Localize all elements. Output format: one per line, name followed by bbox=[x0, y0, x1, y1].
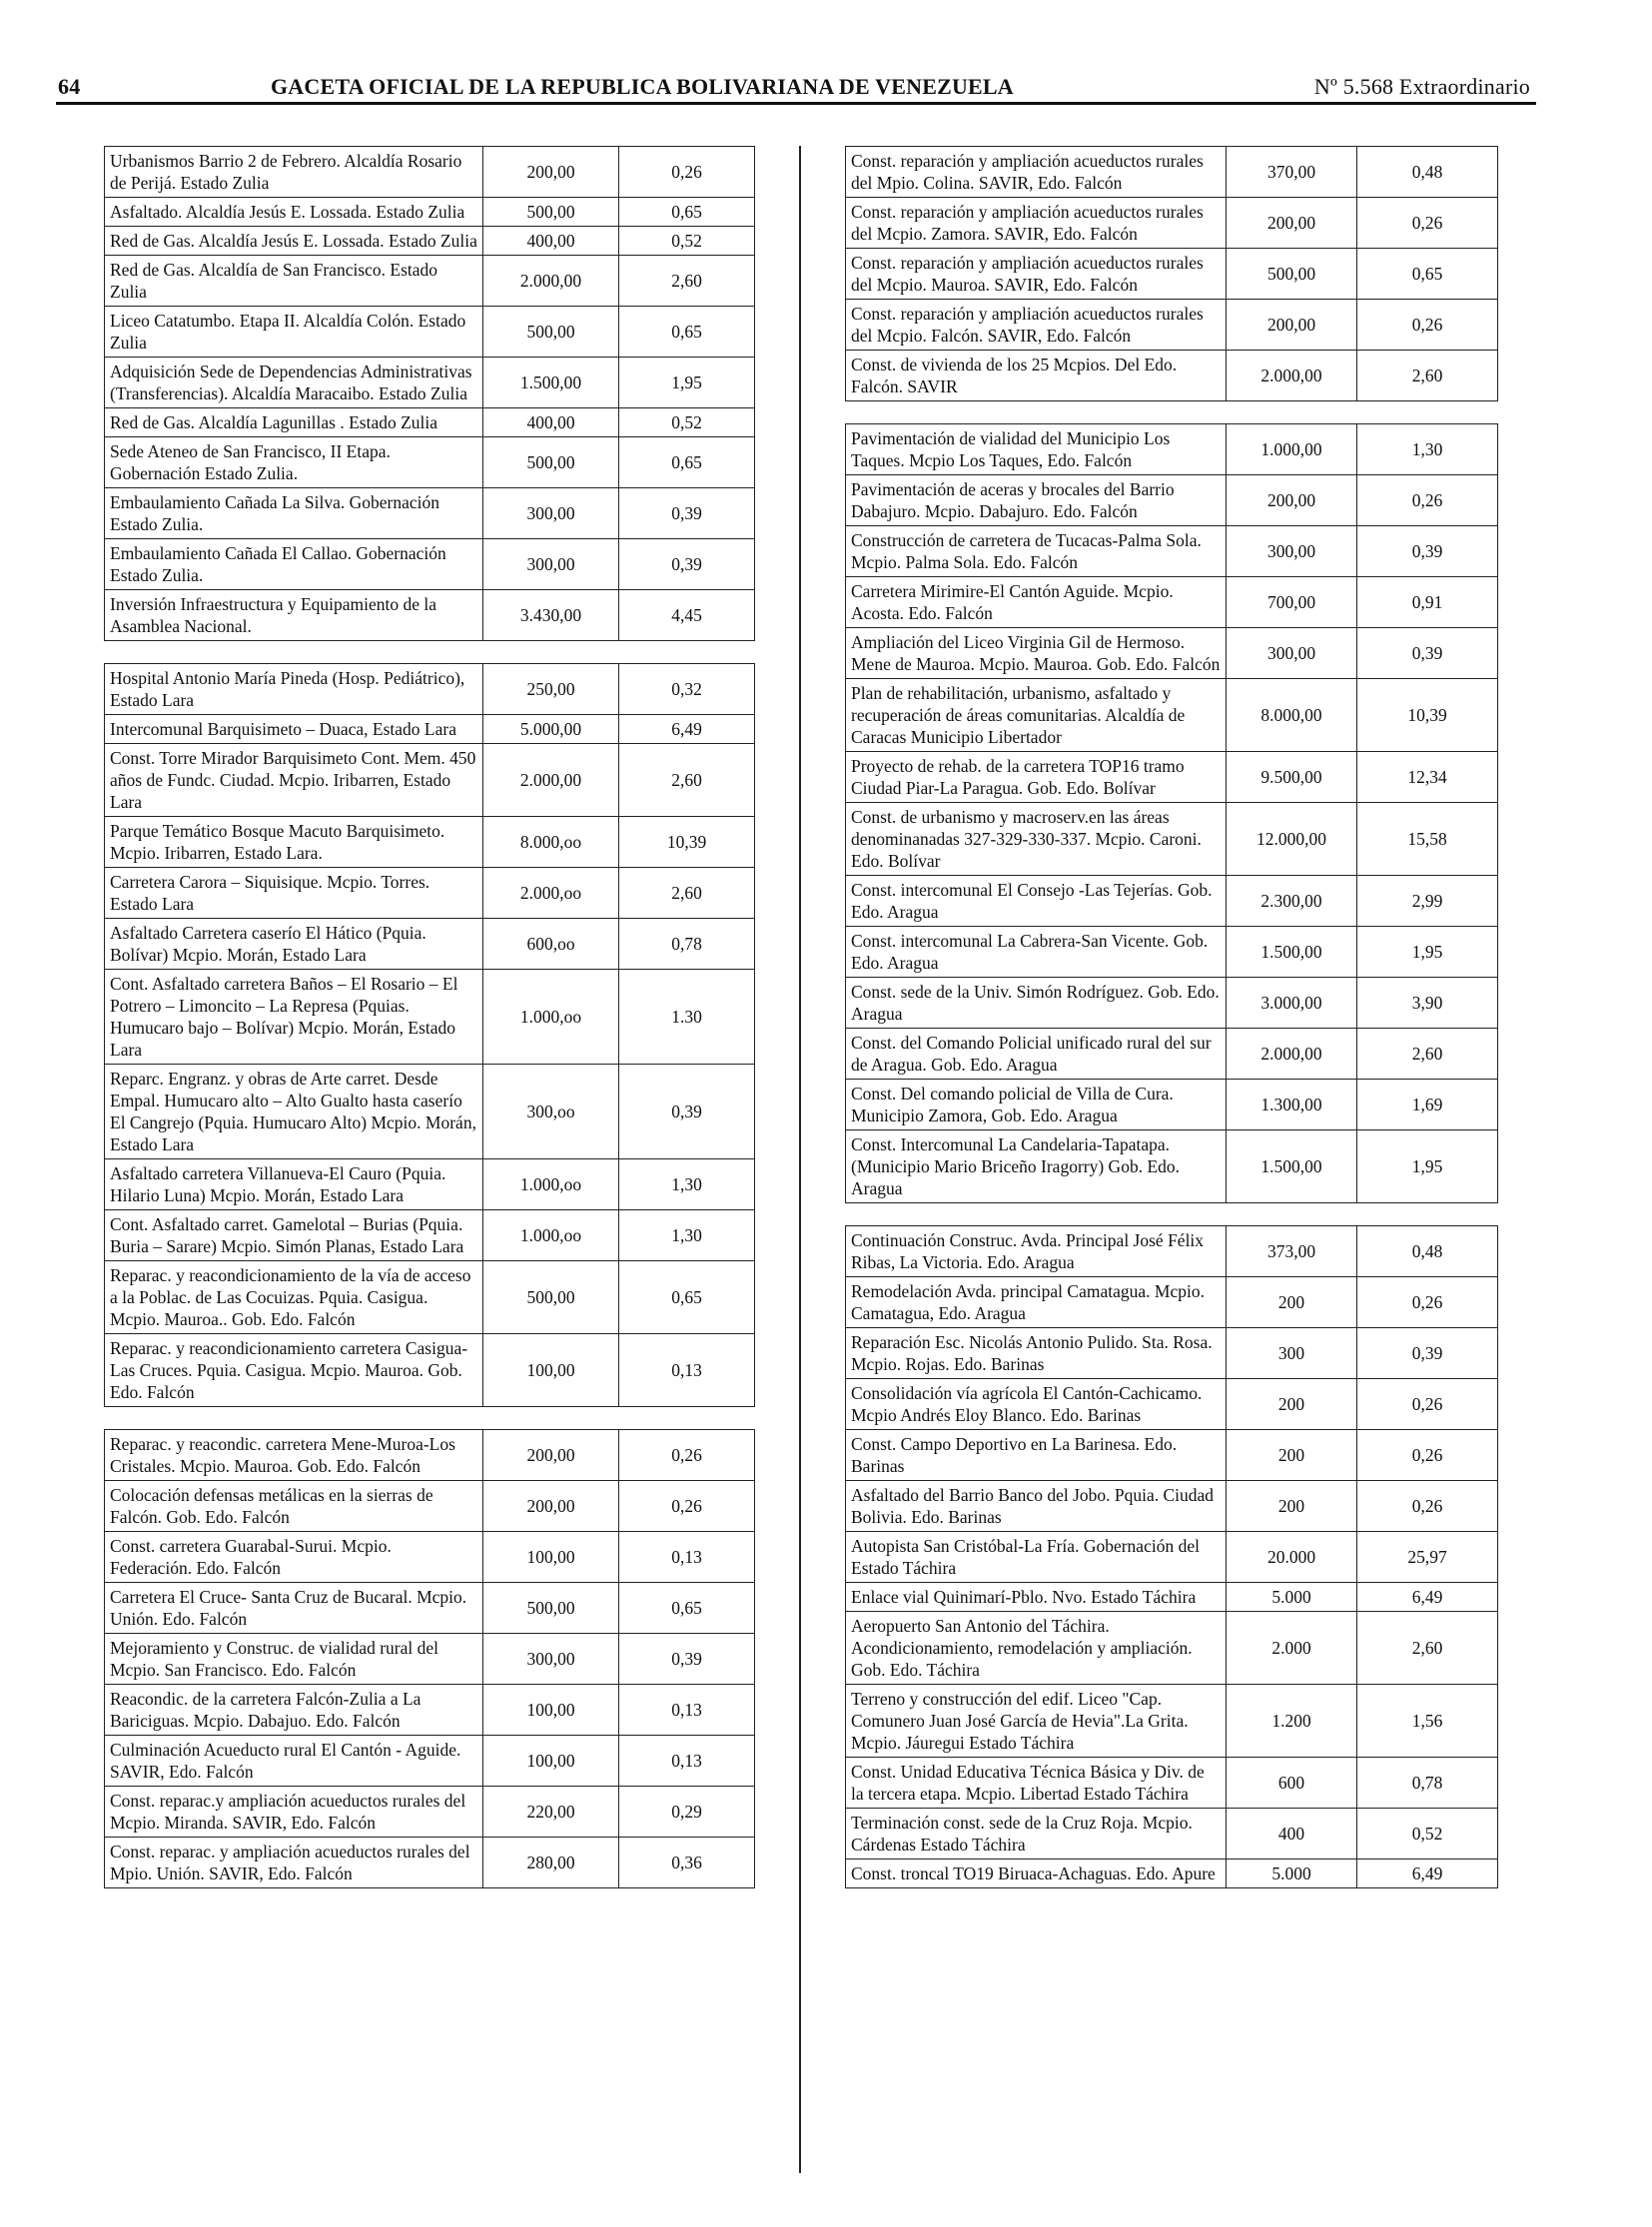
percentage-value: 0,26 bbox=[1357, 1481, 1498, 1532]
table-row bbox=[846, 249, 1498, 300]
table-row bbox=[105, 1787, 755, 1838]
table-row bbox=[105, 970, 755, 1065]
gazette-title: GACETA OFICIAL DE LA REPUBLICA BOLIVARIANA DE VENEZUELA bbox=[271, 74, 1014, 99]
amount-value: 2.000,00 bbox=[1227, 351, 1357, 401]
table-row bbox=[105, 664, 755, 715]
project-description: Const. troncal TO19 Biruaca-Achaguas. Edo. Apure bbox=[846, 1859, 1227, 1888]
amount-value: 600 bbox=[1227, 1758, 1357, 1809]
percentage-value: 0,26 bbox=[619, 1481, 755, 1532]
percentage-value: 15,58 bbox=[1357, 803, 1498, 876]
percentage-value: 6,49 bbox=[619, 715, 755, 744]
budget-table bbox=[104, 146, 755, 641]
amount-value: 500,00 bbox=[1227, 249, 1357, 300]
budget-table bbox=[104, 1429, 755, 1888]
percentage-value: 0,78 bbox=[1357, 1758, 1498, 1809]
amount-value: 500,00 bbox=[483, 198, 619, 227]
percentage-value: 0,39 bbox=[619, 488, 755, 539]
project-description: Const. sede de la Univ. Simón Rodríguez. Gob. Edo. Aragua bbox=[846, 978, 1227, 1029]
table-row bbox=[105, 1261, 755, 1334]
table-row bbox=[846, 978, 1498, 1029]
project-description: Const. del Comando Policial unificado rural del sur de Aragua. Gob. Edo. Aragua bbox=[846, 1029, 1227, 1080]
table-row bbox=[846, 1532, 1498, 1583]
percentage-value: 0,65 bbox=[619, 198, 755, 227]
project-description: Const. intercomunal El Consejo -Las Tejerías. Gob. Edo. Aragua bbox=[846, 876, 1227, 927]
table-row bbox=[846, 1130, 1498, 1203]
table-row bbox=[846, 1685, 1498, 1758]
amount-value: 300 bbox=[1227, 1328, 1357, 1379]
amount-value: 500,00 bbox=[483, 307, 619, 358]
percentage-value: 25,97 bbox=[1357, 1532, 1498, 1583]
percentage-value: 1,30 bbox=[619, 1159, 755, 1210]
amount-value: 1.200 bbox=[1227, 1685, 1357, 1758]
table-row bbox=[846, 1612, 1498, 1685]
amount-value: 200,00 bbox=[1227, 475, 1357, 526]
table-row bbox=[105, 147, 755, 198]
amount-value: 700,00 bbox=[1227, 577, 1357, 628]
left-column bbox=[104, 146, 755, 1910]
table-row bbox=[846, 300, 1498, 351]
project-description: Enlace vial Quinimarí-Pblo. Nvo. Estado Táchira bbox=[846, 1583, 1227, 1612]
project-description: Carretera Carora – Siquisique. Mcpio. Torres. Estado Lara bbox=[105, 868, 483, 919]
table-row bbox=[846, 927, 1498, 978]
percentage-value: 6,49 bbox=[1357, 1583, 1498, 1612]
budget-table bbox=[845, 423, 1498, 1203]
project-description: Aeropuerto San Antonio del Táchira. Acondicionamiento, remodelación y ampliación. Gob. Edo. Táchira bbox=[846, 1612, 1227, 1685]
table-row bbox=[105, 539, 755, 590]
table-row bbox=[105, 1065, 755, 1159]
amount-value: 3.000,00 bbox=[1227, 978, 1357, 1029]
table-row bbox=[105, 1481, 755, 1532]
percentage-value: 2,60 bbox=[619, 744, 755, 817]
project-description: Const. de urbanismo y macroserv.en las áreas denominanadas 327-329-330-337. Mcpio. Caroni. Edo. Bolívar bbox=[846, 803, 1227, 876]
percentage-value: 10,39 bbox=[619, 817, 755, 868]
amount-value: 300,oo bbox=[483, 1065, 619, 1159]
project-description: Const. reparación y ampliación acueductos rurales del Mpio. Colina. SAVIR, Edo. Falcón bbox=[846, 147, 1227, 198]
amount-value: 500,00 bbox=[483, 437, 619, 488]
table-row bbox=[846, 1859, 1498, 1888]
project-description: Hospital Antonio María Pineda (Hosp. Pediátrico), Estado Lara bbox=[105, 664, 483, 715]
percentage-value: 0,65 bbox=[619, 307, 755, 358]
project-description: Colocación defensas metálicas en la sierras de Falcón. Gob. Edo. Falcón bbox=[105, 1481, 483, 1532]
percentage-value: 10,39 bbox=[1357, 679, 1498, 752]
amount-value: 600,oo bbox=[483, 919, 619, 970]
amount-value: 400,00 bbox=[483, 408, 619, 437]
page-number: 64 bbox=[58, 74, 81, 99]
percentage-value: 0,26 bbox=[1357, 1277, 1498, 1328]
table-row bbox=[846, 1430, 1498, 1481]
table-row bbox=[846, 1277, 1498, 1328]
project-description: Carretera El Cruce- Santa Cruz de Bucaral. Mcpio. Unión. Edo. Falcón bbox=[105, 1583, 483, 1634]
project-description: Asfaltado. Alcaldía Jesús E. Lossada. Estado Zulia bbox=[105, 198, 483, 227]
amount-value: 400 bbox=[1227, 1809, 1357, 1859]
percentage-value: 0,26 bbox=[1357, 300, 1498, 351]
percentage-value: 0,26 bbox=[1357, 1430, 1498, 1481]
amount-value: 200 bbox=[1227, 1430, 1357, 1481]
amount-value: 200 bbox=[1227, 1481, 1357, 1532]
amount-value: 200,00 bbox=[1227, 198, 1357, 249]
amount-value: 2.000,00 bbox=[483, 744, 619, 817]
table-row bbox=[105, 1736, 755, 1787]
amount-value: 200,00 bbox=[1227, 300, 1357, 351]
project-description: Const. carretera Guarabal-Surui. Mcpio. Federación. Edo. Falcón bbox=[105, 1532, 483, 1583]
percentage-value: 0,65 bbox=[619, 437, 755, 488]
percentage-value: 0,48 bbox=[1357, 147, 1498, 198]
table-row bbox=[846, 1481, 1498, 1532]
amount-value: 220,00 bbox=[483, 1787, 619, 1838]
amount-value: 300,00 bbox=[1227, 526, 1357, 577]
table-row bbox=[846, 351, 1498, 401]
project-description: Reparac. y reacondicionamiento carretera Casigua-Las Cruces. Pquia. Casigua. Mcpio. Mauroa. Gob. Edo. Falcón bbox=[105, 1334, 483, 1407]
amount-value: 1.500,00 bbox=[1227, 927, 1357, 978]
project-description: Remodelación Avda. principal Camatagua. Mcpio. Camatagua, Edo. Aragua bbox=[846, 1277, 1227, 1328]
table-row bbox=[105, 408, 755, 437]
table-row bbox=[105, 1634, 755, 1685]
table-row bbox=[846, 1080, 1498, 1130]
percentage-value: 0,26 bbox=[1357, 1379, 1498, 1430]
percentage-value: 0,52 bbox=[619, 408, 755, 437]
project-description: Construcción de carretera de Tucacas-Palma Sola. Mcpio. Palma Sola. Edo. Falcón bbox=[846, 526, 1227, 577]
percentage-value: 0,52 bbox=[1357, 1809, 1498, 1859]
table-row bbox=[105, 817, 755, 868]
percentage-value: 0,13 bbox=[619, 1532, 755, 1583]
amount-value: 100,00 bbox=[483, 1736, 619, 1787]
amount-value: 500,00 bbox=[483, 1261, 619, 1334]
percentage-value: 2,60 bbox=[1357, 1612, 1498, 1685]
amount-value: 1.300,00 bbox=[1227, 1080, 1357, 1130]
budget-table bbox=[845, 1225, 1498, 1888]
amount-value: 2.000 bbox=[1227, 1612, 1357, 1685]
project-description: Consolidación vía agrícola El Cantón-Cachicamo. Mcpio Andrés Eloy Blanco. Edo. Barinas bbox=[846, 1379, 1227, 1430]
project-description: Cont. Asfaltado carretera Baños – El Rosario – El Potrero – Limoncito – La Represa (Pquias. Humucaro bajo – Bolívar) Mcpio. Morán, Estado Lara bbox=[105, 970, 483, 1065]
project-description: Pavimentación de aceras y brocales del Barrio Dabajuro. Mcpio. Dabajuro. Edo. Falcón bbox=[846, 475, 1227, 526]
percentage-value: 1.30 bbox=[619, 970, 755, 1065]
project-description: Terminación const. sede de la Cruz Roja. Mcpio. Cárdenas Estado Táchira bbox=[846, 1809, 1227, 1859]
percentage-value: 0,13 bbox=[619, 1334, 755, 1407]
table-row bbox=[846, 628, 1498, 679]
project-description: Carretera Mirimire-El Cantón Aguide. Mcpio. Acosta. Edo. Falcón bbox=[846, 577, 1227, 628]
percentage-value: 0,65 bbox=[619, 1261, 755, 1334]
percentage-value: 1,95 bbox=[1357, 927, 1498, 978]
table-row bbox=[846, 1226, 1498, 1277]
percentage-value: 0,39 bbox=[1357, 526, 1498, 577]
table-row bbox=[105, 256, 755, 307]
budget-table bbox=[845, 146, 1498, 401]
project-description: Urbanismos Barrio 2 de Febrero. Alcaldía Rosario de Perijá. Estado Zulia bbox=[105, 147, 483, 198]
table-row bbox=[846, 1379, 1498, 1430]
amount-value: 280,00 bbox=[483, 1838, 619, 1888]
table-row bbox=[846, 803, 1498, 876]
amount-value: 250,00 bbox=[483, 664, 619, 715]
project-description: Pavimentación de vialidad del Municipio Los Taques. Mcpio Los Taques, Edo. Falcón bbox=[846, 424, 1227, 475]
amount-value: 200,00 bbox=[483, 147, 619, 198]
percentage-value: 0,39 bbox=[619, 539, 755, 590]
table-row bbox=[105, 590, 755, 641]
table-row bbox=[846, 475, 1498, 526]
percentage-value: 0,26 bbox=[619, 1430, 755, 1481]
amount-value: 373,00 bbox=[1227, 1226, 1357, 1277]
table-row bbox=[846, 577, 1498, 628]
amount-value: 200,00 bbox=[483, 1430, 619, 1481]
project-description: Embaulamiento Cañada La Silva. Gobernación Estado Zulia. bbox=[105, 488, 483, 539]
percentage-value: 0,29 bbox=[619, 1787, 755, 1838]
percentage-value: 0,39 bbox=[1357, 1328, 1498, 1379]
percentage-value: 1,30 bbox=[1357, 424, 1498, 475]
percentage-value: 0,13 bbox=[619, 1736, 755, 1787]
table-row bbox=[846, 1328, 1498, 1379]
table-row bbox=[105, 1334, 755, 1407]
project-description: Const. Del comando policial de Villa de Cura. Municipio Zamora, Gob. Edo. Aragua bbox=[846, 1080, 1227, 1130]
amount-value: 5.000,00 bbox=[483, 715, 619, 744]
project-description: Terreno y construcción del edif. Liceo "Cap. Comunero Juan José García de Hevia".La Grita. Mcpio. Jáuregui Estado Táchira bbox=[846, 1685, 1227, 1758]
table-row bbox=[846, 1583, 1498, 1612]
percentage-value: 0,48 bbox=[1357, 1226, 1498, 1277]
amount-value: 5.000 bbox=[1227, 1859, 1357, 1888]
amount-value: 300,00 bbox=[483, 488, 619, 539]
project-description: Reparac. y reacondic. carretera Mene-Muroa-Los Cristales. Mcpio. Mauroa. Gob. Edo. Falcón bbox=[105, 1430, 483, 1481]
percentage-value: 0,39 bbox=[619, 1634, 755, 1685]
amount-value: 300,00 bbox=[483, 1634, 619, 1685]
amount-value: 20.000 bbox=[1227, 1532, 1357, 1583]
percentage-value: 2,60 bbox=[1357, 351, 1498, 401]
table-row bbox=[105, 198, 755, 227]
table-row bbox=[846, 526, 1498, 577]
project-description: Adquisición Sede de Dependencias Administrativas (Transferencias). Alcaldía Maracaibo. Estado Zulia bbox=[105, 358, 483, 408]
percentage-value: 1,69 bbox=[1357, 1080, 1498, 1130]
percentage-value: 0,91 bbox=[1357, 577, 1498, 628]
table-row bbox=[105, 868, 755, 919]
project-description: Red de Gas. Alcaldía Lagunillas . Estado Zulia bbox=[105, 408, 483, 437]
amount-value: 2.300,00 bbox=[1227, 876, 1357, 927]
project-description: Reacondic. de la carretera Falcón-Zulia a La Bariciguas. Mcpio. Dabajuo. Edo. Falcón bbox=[105, 1685, 483, 1736]
amount-value: 1.500,00 bbox=[483, 358, 619, 408]
project-description: Inversión Infraestructura y Equipamiento de la Asamblea Nacional. bbox=[105, 590, 483, 641]
project-description: Intercomunal Barquisimeto – Duaca, Estado Lara bbox=[105, 715, 483, 744]
column-divider bbox=[799, 146, 801, 2173]
amount-value: 370,00 bbox=[1227, 147, 1357, 198]
amount-value: 3.430,00 bbox=[483, 590, 619, 641]
percentage-value: 0,39 bbox=[619, 1065, 755, 1159]
amount-value: 300,00 bbox=[483, 539, 619, 590]
amount-value: 1.500,00 bbox=[1227, 1130, 1357, 1203]
table-row bbox=[105, 744, 755, 817]
table-row bbox=[846, 198, 1498, 249]
percentage-value: 1,95 bbox=[1357, 1130, 1498, 1203]
table-row bbox=[105, 1838, 755, 1888]
project-description: Const. reparac. y ampliación acueductos rurales del Mpio. Unión. SAVIR, Edo. Falcón bbox=[105, 1838, 483, 1888]
percentage-value: 6,49 bbox=[1357, 1859, 1498, 1888]
project-description: Reparc. Engranz. y obras de Arte carret. Desde Empal. Humucaro alto – Alto Gualto hasta caserío El Cangrejo (Pquia. Humucaro Alto) Mcpio. Morán, Estado Lara bbox=[105, 1065, 483, 1159]
table-row bbox=[105, 437, 755, 488]
table-row bbox=[846, 679, 1498, 752]
page-header bbox=[56, 72, 1536, 105]
amount-value: 2.000,oo bbox=[483, 868, 619, 919]
percentage-value: 1,56 bbox=[1357, 1685, 1498, 1758]
project-description: Red de Gas. Alcaldía de San Francisco. Estado Zulia bbox=[105, 256, 483, 307]
project-description: Const. reparación y ampliación acueductos rurales del Mcpio. Falcón. SAVIR, Edo. Falcón bbox=[846, 300, 1227, 351]
project-description: Const. reparación y ampliación acueductos rurales del Mcpio. Zamora. SAVIR, Edo. Falcón bbox=[846, 198, 1227, 249]
amount-value: 200 bbox=[1227, 1379, 1357, 1430]
percentage-value: 0,26 bbox=[1357, 198, 1498, 249]
table-row bbox=[105, 1583, 755, 1634]
percentage-value: 2,60 bbox=[619, 868, 755, 919]
project-description: Culminación Acueducto rural El Cantón - Aguide. SAVIR, Edo. Falcón bbox=[105, 1736, 483, 1787]
project-description: Cont. Asfaltado carret. Gamelotal – Burias (Pquia. Buria – Sarare) Mcpio. Simón Planas, Estado Lara bbox=[105, 1210, 483, 1261]
project-description: Asfaltado carretera Villanueva-El Cauro (Pquia. Hilario Luna) Mcpio. Morán, Estado Lara bbox=[105, 1159, 483, 1210]
project-description: Asfaltado del Barrio Banco del Jobo. Pquia. Ciudad Bolivia. Edo. Barinas bbox=[846, 1481, 1227, 1532]
project-description: Const. Intercomunal La Candelaria-Tapatapa.(Municipio Mario Briceño Iragorry) Gob. Edo. Aragua bbox=[846, 1130, 1227, 1203]
percentage-value: 12,34 bbox=[1357, 752, 1498, 803]
project-description: Const. Torre Mirador Barquisimeto Cont. Mem. 450 años de Fundc. Ciudad. Mcpio. Iribarren, Estado Lara bbox=[105, 744, 483, 817]
table-row bbox=[846, 752, 1498, 803]
project-description: Parque Temático Bosque Macuto Barquisimeto. Mcpio. Iribarren, Estado Lara. bbox=[105, 817, 483, 868]
table-row bbox=[105, 919, 755, 970]
amount-value: 200,00 bbox=[483, 1481, 619, 1532]
percentage-value: 0,26 bbox=[1357, 475, 1498, 526]
percentage-value: 3,90 bbox=[1357, 978, 1498, 1029]
amount-value: 8.000,00 bbox=[1227, 679, 1357, 752]
project-description: Reparación Esc. Nicolás Antonio Pulido. Sta. Rosa. Mcpio. Rojas. Edo. Barinas bbox=[846, 1328, 1227, 1379]
table-row bbox=[105, 488, 755, 539]
percentage-value: 2,60 bbox=[619, 256, 755, 307]
right-column bbox=[845, 146, 1498, 1910]
table-row bbox=[846, 1809, 1498, 1859]
amount-value: 9.500,00 bbox=[1227, 752, 1357, 803]
percentage-value: 0,32 bbox=[619, 664, 755, 715]
project-description: Const. Campo Deportivo en La Barinesa. Edo. Barinas bbox=[846, 1430, 1227, 1481]
table-row bbox=[105, 358, 755, 408]
project-description: Const. intercomunal La Cabrera-San Vicente. Gob. Edo. Aragua bbox=[846, 927, 1227, 978]
project-description: Reparac. y reacondicionamiento de la vía de acceso a la Poblac. de Las Cocuizas. Pquia. Casigua. Mcpio. Mauroa.. Gob. Edo. Falcón bbox=[105, 1261, 483, 1334]
percentage-value: 0,36 bbox=[619, 1838, 755, 1888]
table-row bbox=[105, 1159, 755, 1210]
amount-value: 1.000,oo bbox=[483, 1159, 619, 1210]
percentage-value: 0,39 bbox=[1357, 628, 1498, 679]
percentage-value: 0,52 bbox=[619, 227, 755, 256]
table-row bbox=[105, 307, 755, 358]
amount-value: 1.000,oo bbox=[483, 970, 619, 1065]
percentage-value: 0,65 bbox=[1357, 249, 1498, 300]
amount-value: 2.000,00 bbox=[483, 256, 619, 307]
gazette-issue-number: Nº 5.568 Extraordinario bbox=[1313, 74, 1530, 99]
table-row bbox=[846, 1758, 1498, 1809]
project-description: Const. reparac.y ampliación acueductos rurales del Mcpio. Miranda. SAVIR, Edo. Falcón bbox=[105, 1787, 483, 1838]
project-description: Liceo Catatumbo. Etapa II. Alcaldía Colón. Estado Zulia bbox=[105, 307, 483, 358]
budget-table bbox=[104, 663, 755, 1407]
amount-value: 200 bbox=[1227, 1277, 1357, 1328]
table-row bbox=[846, 424, 1498, 475]
amount-value: 2.000,00 bbox=[1227, 1029, 1357, 1080]
percentage-value: 0,26 bbox=[619, 147, 755, 198]
project-description: Const. Unidad Educativa Técnica Básica y Div. de la tercera etapa. Mcpio. Libertad Estado Táchira bbox=[846, 1758, 1227, 1809]
project-description: Sede Ateneo de San Francisco, II Etapa. Gobernación Estado Zulia. bbox=[105, 437, 483, 488]
amount-value: 1.000,oo bbox=[483, 1210, 619, 1261]
project-description: Embaulamiento Cañada El Callao. Gobernación Estado Zulia. bbox=[105, 539, 483, 590]
amount-value: 400,00 bbox=[483, 227, 619, 256]
percentage-value: 1,95 bbox=[619, 358, 755, 408]
table-row bbox=[846, 876, 1498, 927]
project-description: Continuación Construc. Avda. Principal José Félix Ribas, La Victoria. Edo. Aragua bbox=[846, 1226, 1227, 1277]
table-row bbox=[846, 147, 1498, 198]
amount-value: 100,00 bbox=[483, 1532, 619, 1583]
amount-value: 1.000,00 bbox=[1227, 424, 1357, 475]
amount-value: 500,00 bbox=[483, 1583, 619, 1634]
project-description: Mejoramiento y Construc. de vialidad rural del Mcpio. San Francisco. Edo. Falcón bbox=[105, 1634, 483, 1685]
project-description: Asfaltado Carretera caserío El Hático (Pquia. Bolívar) Mcpio. Morán, Estado Lara bbox=[105, 919, 483, 970]
table-row bbox=[105, 715, 755, 744]
percentage-value: 0,65 bbox=[619, 1583, 755, 1634]
project-description: Ampliación del Liceo Virginia Gil de Hermoso. Mene de Mauroa. Mcpio. Mauroa. Gob. Edo. Falcón bbox=[846, 628, 1227, 679]
percentage-value: 1,30 bbox=[619, 1210, 755, 1261]
table-row bbox=[105, 1685, 755, 1736]
table-row bbox=[105, 1210, 755, 1261]
percentage-value: 4,45 bbox=[619, 590, 755, 641]
project-description: Proyecto de rehab. de la carretera TOP16 tramo Ciudad Piar-La Paragua. Gob. Edo. Bolívar bbox=[846, 752, 1227, 803]
table-row bbox=[105, 1532, 755, 1583]
table-row bbox=[105, 1430, 755, 1481]
percentage-value: 2,60 bbox=[1357, 1029, 1498, 1080]
project-description: Plan de rehabilitación, urbanismo, asfaltado y recuperación de áreas comunitarias. Alcaldía de Caracas Municipio Libertador bbox=[846, 679, 1227, 752]
amount-value: 100,00 bbox=[483, 1334, 619, 1407]
percentage-value: 2,99 bbox=[1357, 876, 1498, 927]
amount-value: 100,00 bbox=[483, 1685, 619, 1736]
amount-value: 12.000,00 bbox=[1227, 803, 1357, 876]
project-description: Autopista San Cristóbal-La Fría. Gobernación del Estado Táchira bbox=[846, 1532, 1227, 1583]
table-row bbox=[105, 227, 755, 256]
amount-value: 300,00 bbox=[1227, 628, 1357, 679]
amount-value: 5.000 bbox=[1227, 1583, 1357, 1612]
project-description: Const. de vivienda de los 25 Mcpios. Del Edo. Falcón. SAVIR bbox=[846, 351, 1227, 401]
table-row bbox=[846, 1029, 1498, 1080]
amount-value: 8.000,oo bbox=[483, 817, 619, 868]
project-description: Red de Gas. Alcaldía Jesús E. Lossada. Estado Zulia bbox=[105, 227, 483, 256]
project-description: Const. reparación y ampliación acueductos rurales del Mcpio. Mauroa. SAVIR, Edo. Falcón bbox=[846, 249, 1227, 300]
percentage-value: 0,78 bbox=[619, 919, 755, 970]
percentage-value: 0,13 bbox=[619, 1685, 755, 1736]
